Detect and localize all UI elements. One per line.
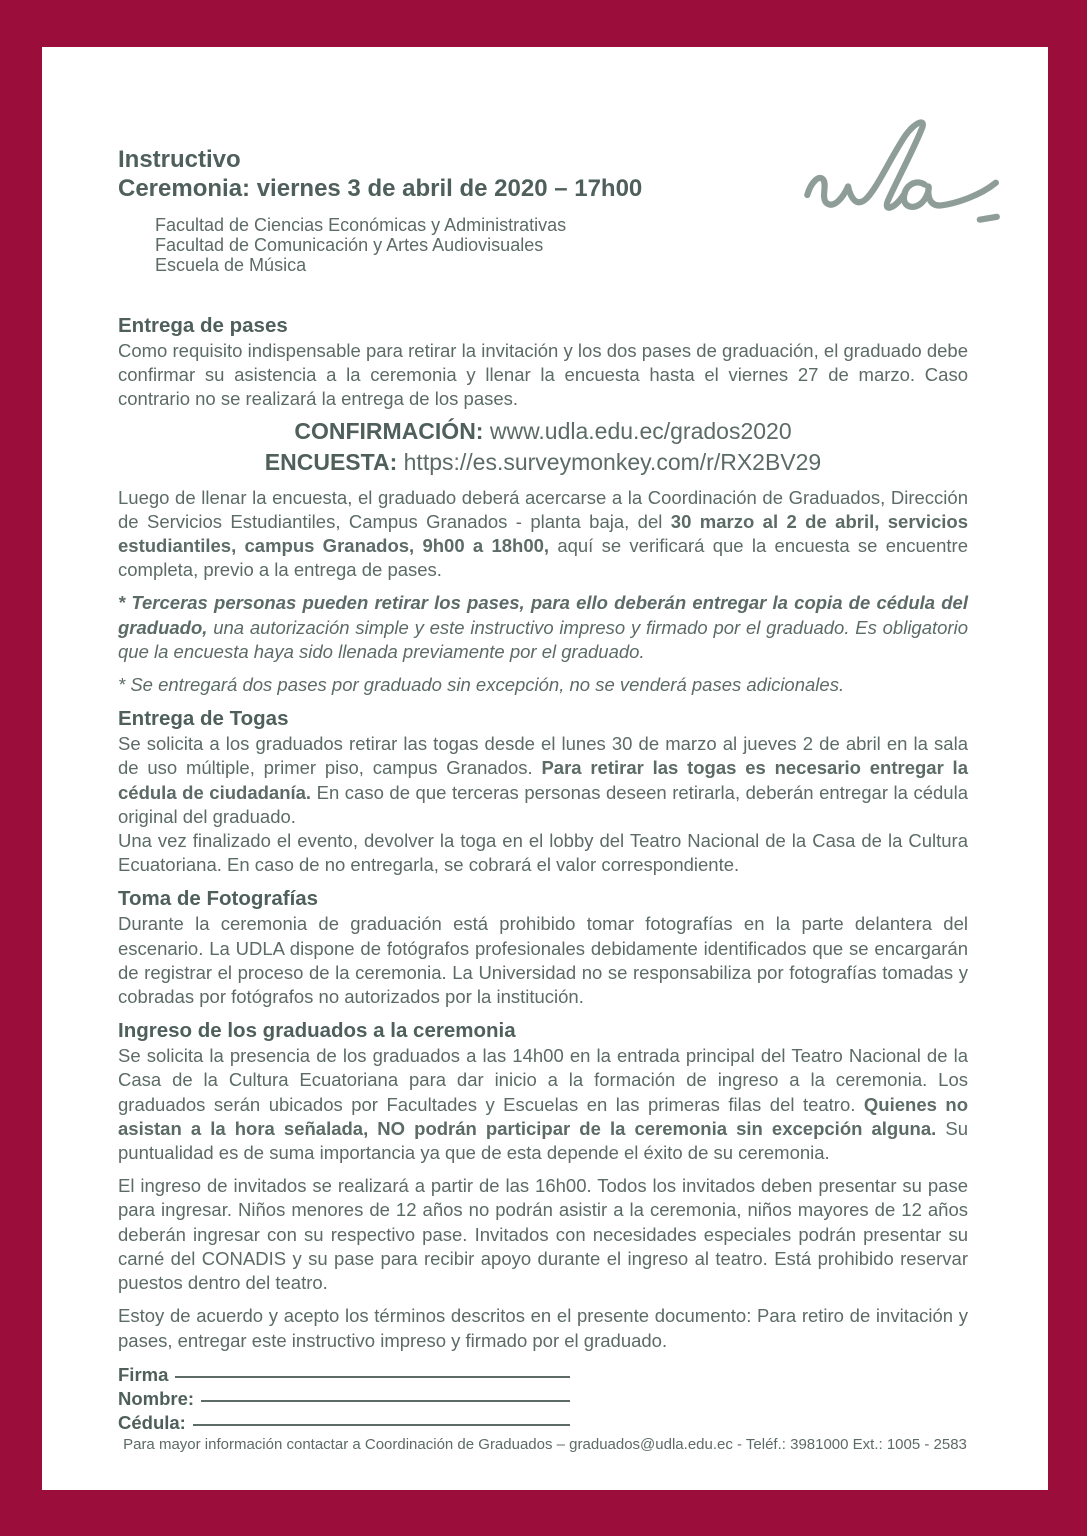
highlight-line [118,448,968,477]
survey-url[interactable]: https://es.surveymonkey.com/r/RX2BV29 [403,448,822,475]
paragraph [118,829,968,877]
signature-row-firma [118,1363,570,1387]
section-heading-toma-de-fotografias: Toma de Fotografías [118,887,319,911]
text-run: * Terceras personas pueden retirar los pases, para ello deberán entregar la copia de cédula del graduado, [118,592,968,638]
section-heading-ingreso-de-los-graduados-a-la-ceremonia: Ingreso de los graduados a la ceremonia [118,1019,516,1043]
text-run: CONFIRMACIÓN: [294,417,490,444]
paragraph [118,591,968,664]
title-line-2: Ceremonia: viernes 3 de abril de 2020 – 17h00 [118,175,643,202]
paragraph [118,1304,968,1352]
signature-row-nombre [118,1387,570,1411]
signature-line-firma [175,1376,570,1378]
signature-block [118,1363,968,1435]
title-line-1: Instructivo [118,146,241,173]
text-run: El ingreso de invitados se realizará a partir de las 16h00. Todos los invitados deben presentar su pase para ingresar. Niños menores de 12 años no podrán asistir a la ceremonia, niños mayores de 12 años deberán ingresar con su respectivo pase. Invitados con necesidades especiales podrán presentar su carné del CONADIS y su pase para recibir apoyo durante el ingreso al teatro. Está prohibido reservar puestos dentro del teatro. [118,1175,968,1294]
document-page [42,47,1048,1490]
paragraph [118,673,968,697]
section-heading-entrega-de-togas: Entrega de Togas [118,707,289,731]
document-body [118,315,968,1353]
faculty-item-0: Facultad de Ciencias Económicas y Administrativas [155,215,567,235]
paragraph [118,339,968,412]
signature-label-nombre: Nombre: [118,1387,195,1409]
paragraph [118,486,968,583]
paragraph [118,1044,968,1165]
signature-line-nombre [201,1400,570,1402]
text-run: una autorización simple y este instructivo impreso y firmado por el graduado. Es obligatorio que la encuesta haya sido llenada previamente por el graduado. [118,616,968,662]
paragraph [118,732,968,829]
paragraph [118,912,968,1009]
text-run: Luego de llenar la encuesta, el graduado deberá acercarse a la Coordinación de Graduados, Dirección de Servicios Estudiantiles, Campus Granados - planta baja, del [118,486,968,532]
text-run: Una vez finalizado el evento, devolver la toga en el lobby del Teatro Nacional de la Casa de la Cultura Ecuatoriana. En caso de no entregarla, se cobrará el valor correspondiente. [118,830,968,876]
highlight-line [118,417,968,446]
text-run: Estoy de acuerdo y acepto los términos descritos en el presente documento: Para retiro de invitación y pases, entregar este instructivo impreso y firmado por el graduado. [118,1305,968,1351]
text-run: ENCUESTA: [264,448,404,475]
signature-line-cedula [193,1424,570,1426]
signature-label-cedula: Cédula: [118,1411,186,1433]
text-run: * Se entregará dos pases por graduado sin excepción, no se venderá pases adicionales. [118,674,845,696]
signature-row-cedula [118,1411,570,1435]
text-run: aquí se verificará que la encuesta se encuentre completa, previo a la entrega de pases. [118,535,968,581]
text-run: Para retirar las togas es necesario entregar la cédula de ciudadanía. [118,757,968,803]
faculty-item-2: Escuela de Música [155,255,307,275]
text-run: Como requisito indispensable para retirar la invitación y los dos pases de graduación, el graduado debe confirmar su asistencia a la ceremonia y llenar la encuesta hasta el viernes 27 de marzo. Caso contrario no se realizará la entrega de los pases. [118,340,968,410]
udla-logo-signature [794,113,1012,241]
text-run: Su puntualidad es de suma importancia ya que de esta depende el éxito de su ceremonia. [118,1117,968,1164]
paragraph [118,1174,968,1295]
text-run: Se solicita la presencia de los graduados a las 14h00 en la entrada principal del Teatro Nacional de la Casa de la Cultura Ecuatoriana para dar inicio a la formación de ingreso a la ceremonia. Los graduados serán ubicados por Facultades y Escuelas en las primeras filas del teatro. [118,1045,968,1115]
udla-logo [794,113,1012,241]
footer-contact: Para mayor información contactar a Coordinación de Graduados – graduados@udla.edu.ec - Teléf.: 3981000 Ext.: 1005 - 2583 [123,1436,967,1453]
document-content [118,145,968,1435]
faculty-item-1: Facultad de Comunicación y Artes Audiovisuales [155,235,544,255]
signature-label-firma: Firma [118,1363,169,1385]
text-run: En caso de que terceras personas deseen retirarla, deberán entregar la cédula original del graduado. [118,781,968,827]
text-run: Quienes no asistan a la hora señalada, NO podrán participar de la ceremonia sin excepción alguna. [118,1093,968,1139]
text-run: Se solicita a los graduados retirar las togas desde el lunes 30 de marzo al jueves 2 de abril en la sala de uso múltiple, primer piso, campus Granados. [118,733,968,779]
text-run: Durante la ceremonia de graduación está prohibido tomar fotografías en la parte delantera del escenario. La UDLA dispone de fotógrafos profesionales debidamente identificados que se encargarán de registrar el proceso de la ceremonia. La Universidad no se responsabiliza por fotografías tomadas y cobradas por fotógrafos no autorizados por la institución. [118,913,968,1008]
text-run: 30 marzo al 2 de abril, servicios estudiantiles, campus Granados, 9h00 a 18h00, [118,510,968,557]
section-heading-entrega-de-pases: Entrega de pases [118,314,288,337]
confirmation-url[interactable]: www.udla.edu.ec/grados2020 [489,417,792,444]
